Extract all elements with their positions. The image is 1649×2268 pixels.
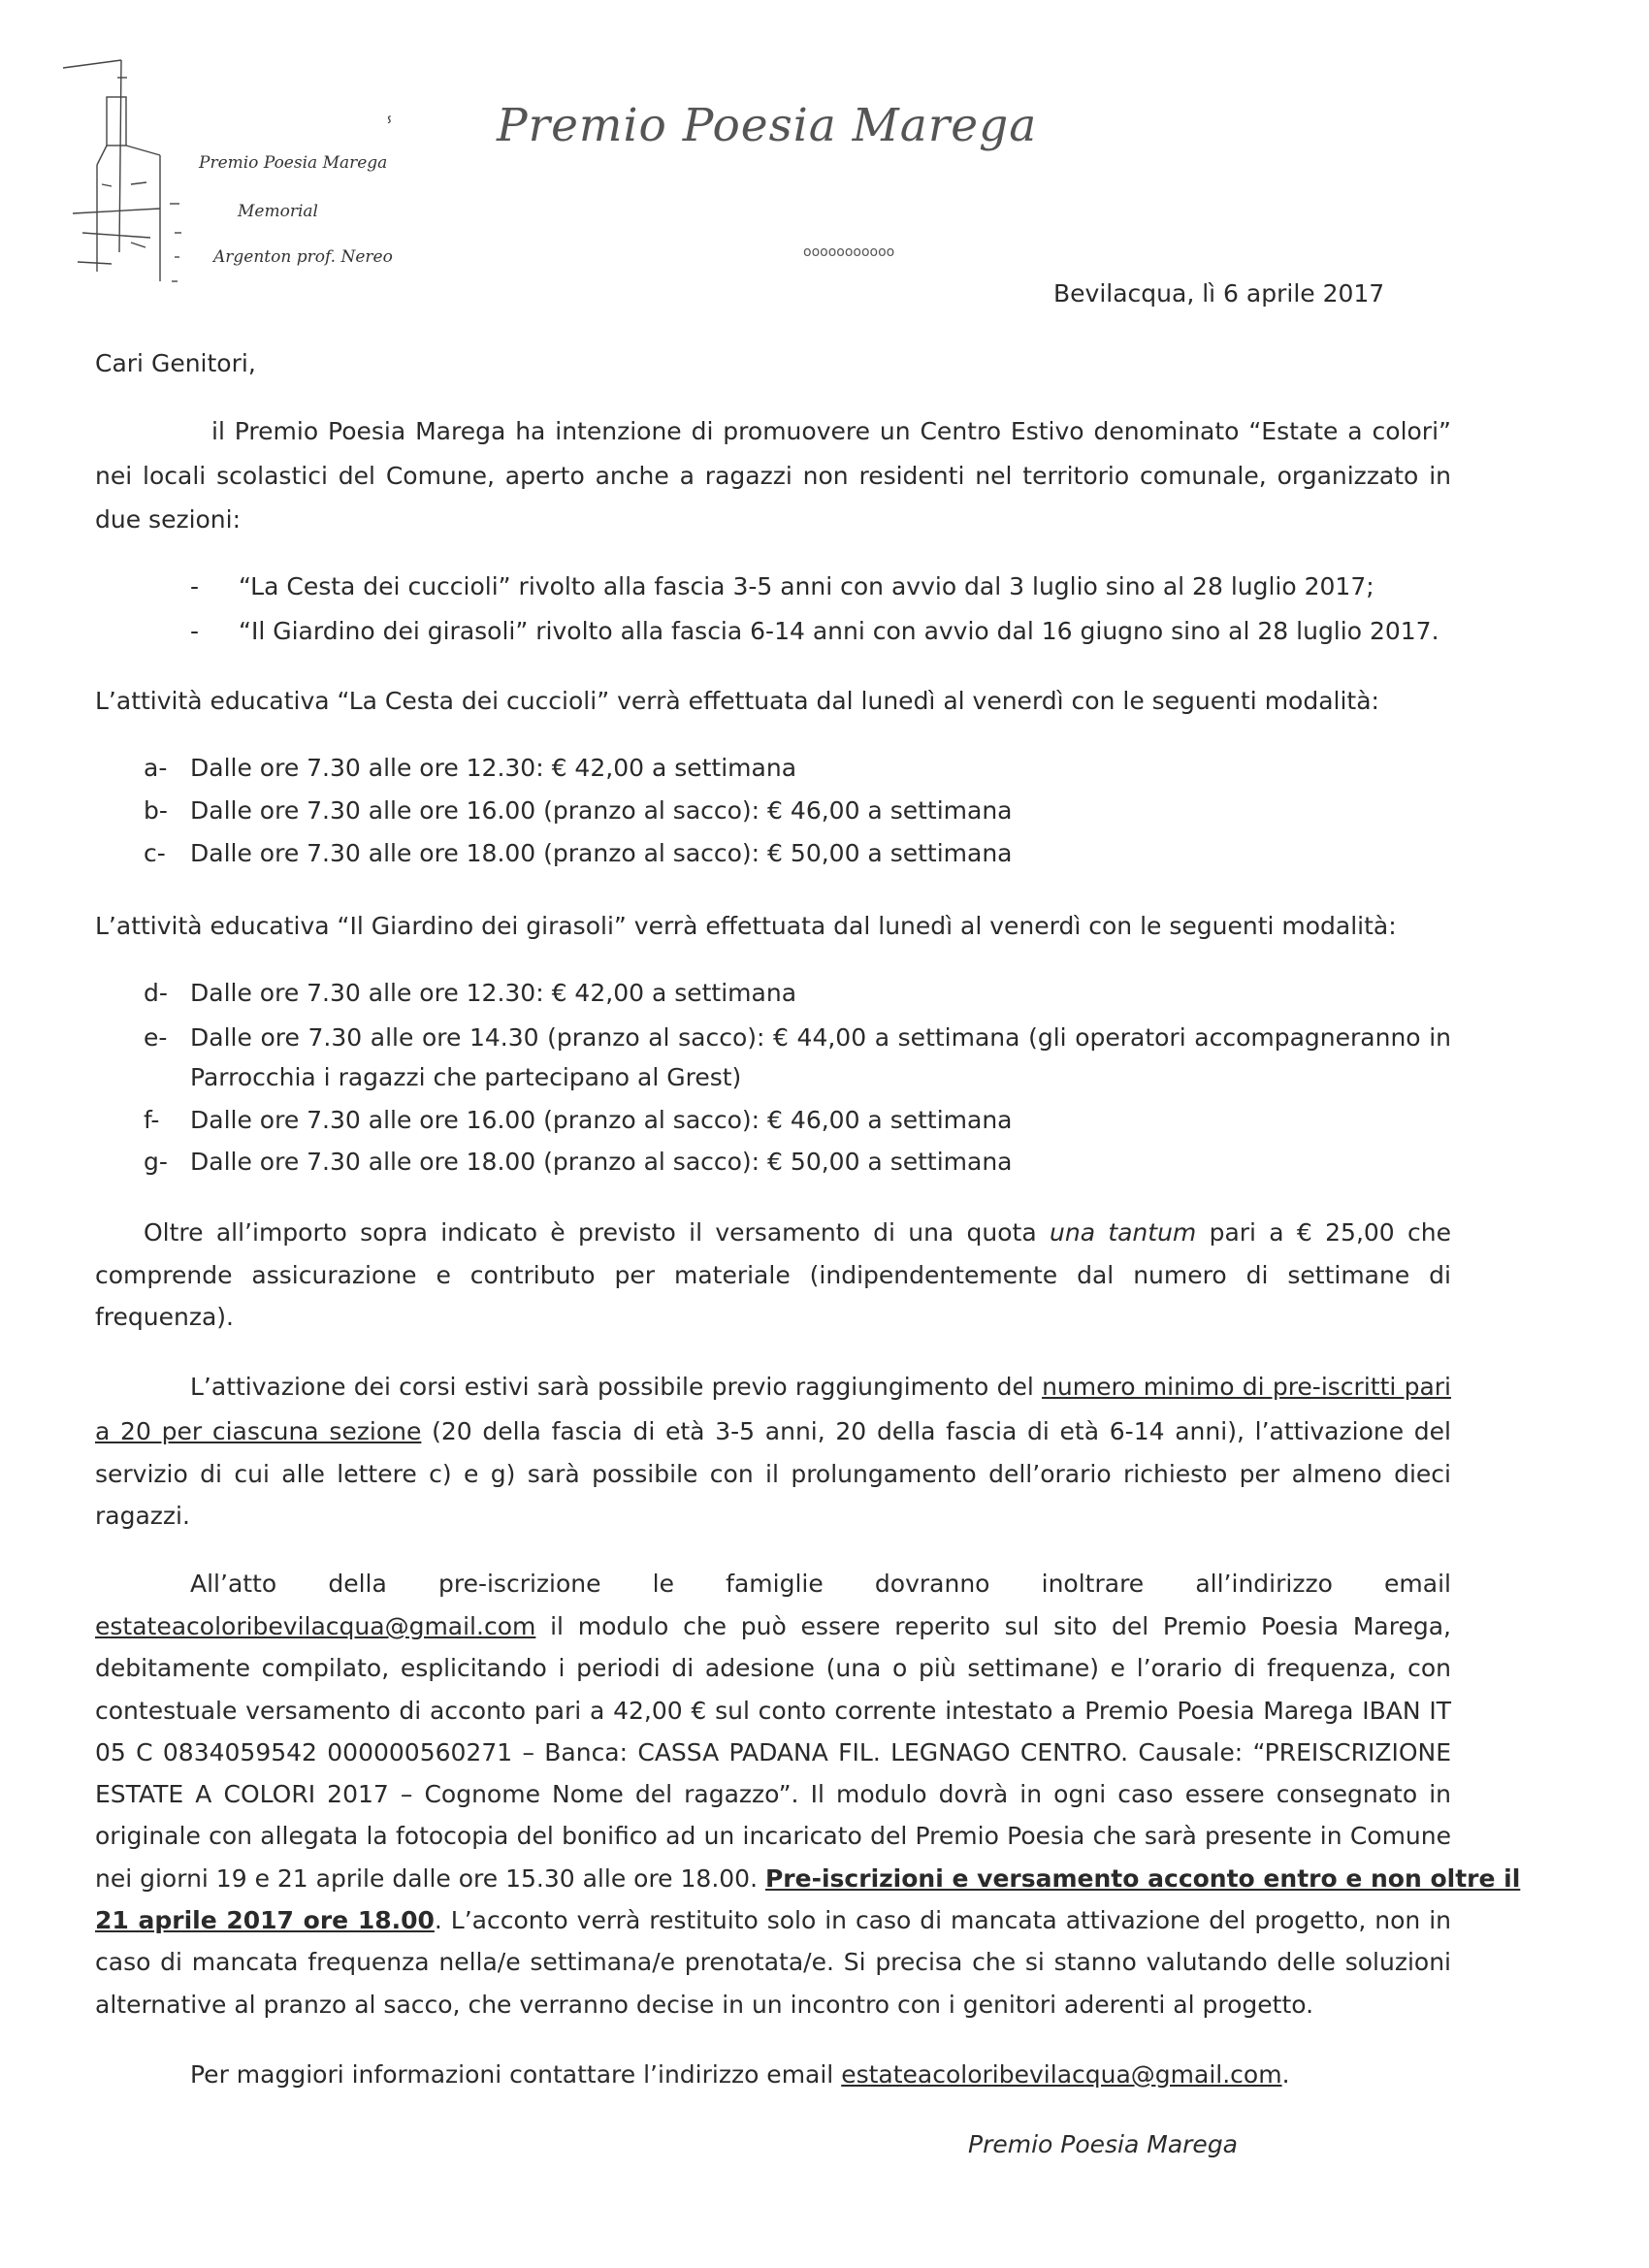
logo-line-3: Argenton prof. Nereo: [213, 247, 393, 267]
attivazione-line-2: [95, 1415, 1451, 1447]
iscrizione-line-4: contestuale versamento di acconto pari a 42,00 € sul conto corrente intestato a Premio Poesia Marega IBAN IT: [95, 1697, 1451, 1725]
iscrizione-line-8: [95, 1863, 1521, 1895]
item-letter: d-: [144, 979, 168, 1007]
giardino-item-d: Dalle ore 7.30 alle ore 12.30: € 42,00 a settimana: [190, 979, 797, 1007]
item-letter: a-: [144, 754, 168, 782]
iscrizione-line-1: All’atto della pre-iscrizione le famiglie dovranno inoltrare all’indirizzo email: [190, 1570, 1451, 1598]
quota-una-tantum: una tantum: [1050, 1218, 1197, 1247]
deadline-underlined: Pre-iscrizioni e versamento acconto entro e non oltre il: [764, 1864, 1521, 1893]
item-letter: b-: [144, 796, 168, 825]
info-text: Per maggiori informazioni contattare l’indirizzo email: [190, 2060, 834, 2089]
cesta-item-a: Dalle ore 7.30 alle ore 12.30: € 42,00 a settimana: [190, 754, 797, 782]
church-drawing-icon: [53, 39, 199, 291]
attivazione-line-3: servizio di cui alle lettere c) e g) sarà possibile con il prolungamento dell’orario richiesto per almeno dieci: [95, 1460, 1451, 1488]
iscrizione-line-2: [95, 1610, 1451, 1642]
quota-text-a: Oltre all’importo sopra indicato è previsto il versamento di una quota: [144, 1218, 1037, 1247]
section-cesta: “La Cesta dei cuccioli” rivolto alla fascia 3-5 anni con avvio dal 3 luglio sino al 28 luglio 2017;: [239, 572, 1374, 600]
attivazione-min-underlined: numero minimo di pre-iscritti pari: [1042, 1373, 1451, 1401]
iscrizione-line-10: caso di mancata frequenza nella/e settimana/e prenotata/e. Si precisa che si stanno valutando delle soluzioni: [95, 1948, 1451, 1976]
attivazione-line-1: [190, 1371, 1451, 1403]
intro-line-2: nei locali scolastici del Comune, aperto anche a ragazzi non residenti nel territorio comunale, organizzato in: [95, 462, 1451, 490]
attivazione-sezione-underlined: a 20 per ciascuna sezione: [95, 1417, 422, 1445]
info-line: [190, 2058, 1290, 2090]
cesta-item-b: Dalle ore 7.30 alle ore 16.00 (pranzo al sacco): € 46,00 a settimana: [190, 796, 1013, 825]
logo-mark: ⸯ: [383, 118, 396, 143]
info-end: .: [1281, 2060, 1290, 2089]
giardino-item-f: Dalle ore 7.30 alle ore 16.00 (pranzo al sacco): € 46,00 a settimana: [190, 1106, 1013, 1134]
item-letter: g-: [144, 1148, 168, 1176]
date-place: Bevilacqua, lì 6 aprile 2017: [1053, 279, 1385, 308]
iscrizione-line-5: 05 C 0834059542 000000560271 – Banca: CASSA PADANA FIL. LEGNAGO CENTRO. Causale: “PREISCRIZIONE: [95, 1738, 1451, 1766]
letterhead-title: Premio Poesia Marega: [497, 99, 1038, 152]
iscrizione-line-9: [95, 1904, 1451, 1936]
giardino-item-e-line-2: Parrocchia i ragazzi che partecipano al Grest): [190, 1063, 742, 1091]
iscrizione-text: nei giorni 19 e 21 aprile dalle ore 15.30 alle ore 18.00.: [95, 1864, 759, 1893]
deadline-date-underlined: 21 aprile 2017 ore 18.00: [95, 1906, 435, 1934]
attivazione-text: L’attivazione dei corsi estivi sarà possibile previo raggiungimento del: [190, 1373, 1034, 1401]
iscrizione-line-11: alternative al pranzo al sacco, che verranno decise in un incontro con i genitori aderenti al progetto.: [95, 1991, 1314, 2019]
section-giardino: “Il Giardino dei girasoli” rivolto alla fascia 6-14 anni con avvio dal 16 giugno sino al 28 luglio 2017.: [239, 617, 1439, 645]
quota-line-3: frequenza).: [95, 1303, 234, 1331]
iscrizione-text: . L’acconto verrà restituito solo in caso di mancata attivazione del progetto, non in: [434, 1906, 1452, 1934]
iscrizione-text: il modulo che può essere reperito sul sito del Premio Poesia Marega,: [550, 1612, 1452, 1640]
signature: Premio Poesia Marega: [968, 2130, 1239, 2158]
giardino-heading: L’attività educativa “Il Giardino dei girasoli” verrà effettuata dal lunedì al venerdì con le seguenti modalità:: [95, 912, 1397, 940]
logo-line-2: Memorial: [238, 202, 318, 221]
attivazione-line-4: ragazzi.: [95, 1502, 190, 1530]
cesta-item-c: Dalle ore 7.30 alle ore 18.00 (pranzo al sacco): € 50,00 a settimana: [190, 839, 1013, 867]
email-link[interactable]: estateacoloribevilacqua@gmail.com: [95, 1612, 536, 1640]
iscrizione-line-7: originale con allegata la fotocopia del bonifico ad un incaricato del Premio Poesia che sarà presente in Comune: [95, 1822, 1451, 1850]
quota-line-1: [144, 1216, 1451, 1248]
iscrizione-line-6: ESTATE A COLORI 2017 – Cognome Nome del ragazzo”. Il modulo dovrà in ogni caso essere consegnato in: [95, 1780, 1451, 1808]
intro-line-3: due sezioni:: [95, 505, 242, 534]
info-email-link[interactable]: estateacoloribevilacqua@gmail.com: [841, 2060, 1282, 2089]
iscrizione-line-3: debitamente compilato, esplicitando i periodi di adesione (una o più settimane) e l’orario di frequenza, con: [95, 1654, 1451, 1682]
quota-line-2: comprende assicurazione e contributo per materiale (indipendentemente dal numero di settimane di: [95, 1261, 1451, 1289]
cesta-heading: L’attività educativa “La Cesta dei cuccioli” verrà effettuata dal lunedì al venerdì con le seguenti modalità:: [95, 687, 1379, 715]
section-bullet: -: [190, 617, 200, 645]
section-bullet: -: [190, 572, 200, 600]
ornament: ooooooooooo: [803, 244, 895, 260]
giardino-item-e-line-1: Dalle ore 7.30 alle ore 14.30 (pranzo al sacco): € 44,00 a settimana (gli operatori accompagneranno in: [190, 1023, 1451, 1052]
quota-text-c: pari a € 25,00 che: [1209, 1218, 1451, 1247]
item-letter: e-: [144, 1023, 168, 1052]
logo: [53, 39, 422, 291]
salutation: Cari Genitori,: [95, 349, 256, 377]
intro-line-1: il Premio Poesia Marega ha intenzione di promuovere un Centro Estivo denominato “Estate a colori”: [211, 417, 1451, 445]
item-letter: f-: [144, 1106, 160, 1134]
attivazione-text: (20 della fascia di età 3-5 anni, 20 della fascia di età 6-14 anni), l’attivazione del: [432, 1417, 1452, 1445]
giardino-item-g: Dalle ore 7.30 alle ore 18.00 (pranzo al sacco): € 50,00 a settimana: [190, 1148, 1013, 1176]
logo-line-1: Premio Poesia Marega: [199, 153, 388, 173]
item-letter: c-: [144, 839, 166, 867]
